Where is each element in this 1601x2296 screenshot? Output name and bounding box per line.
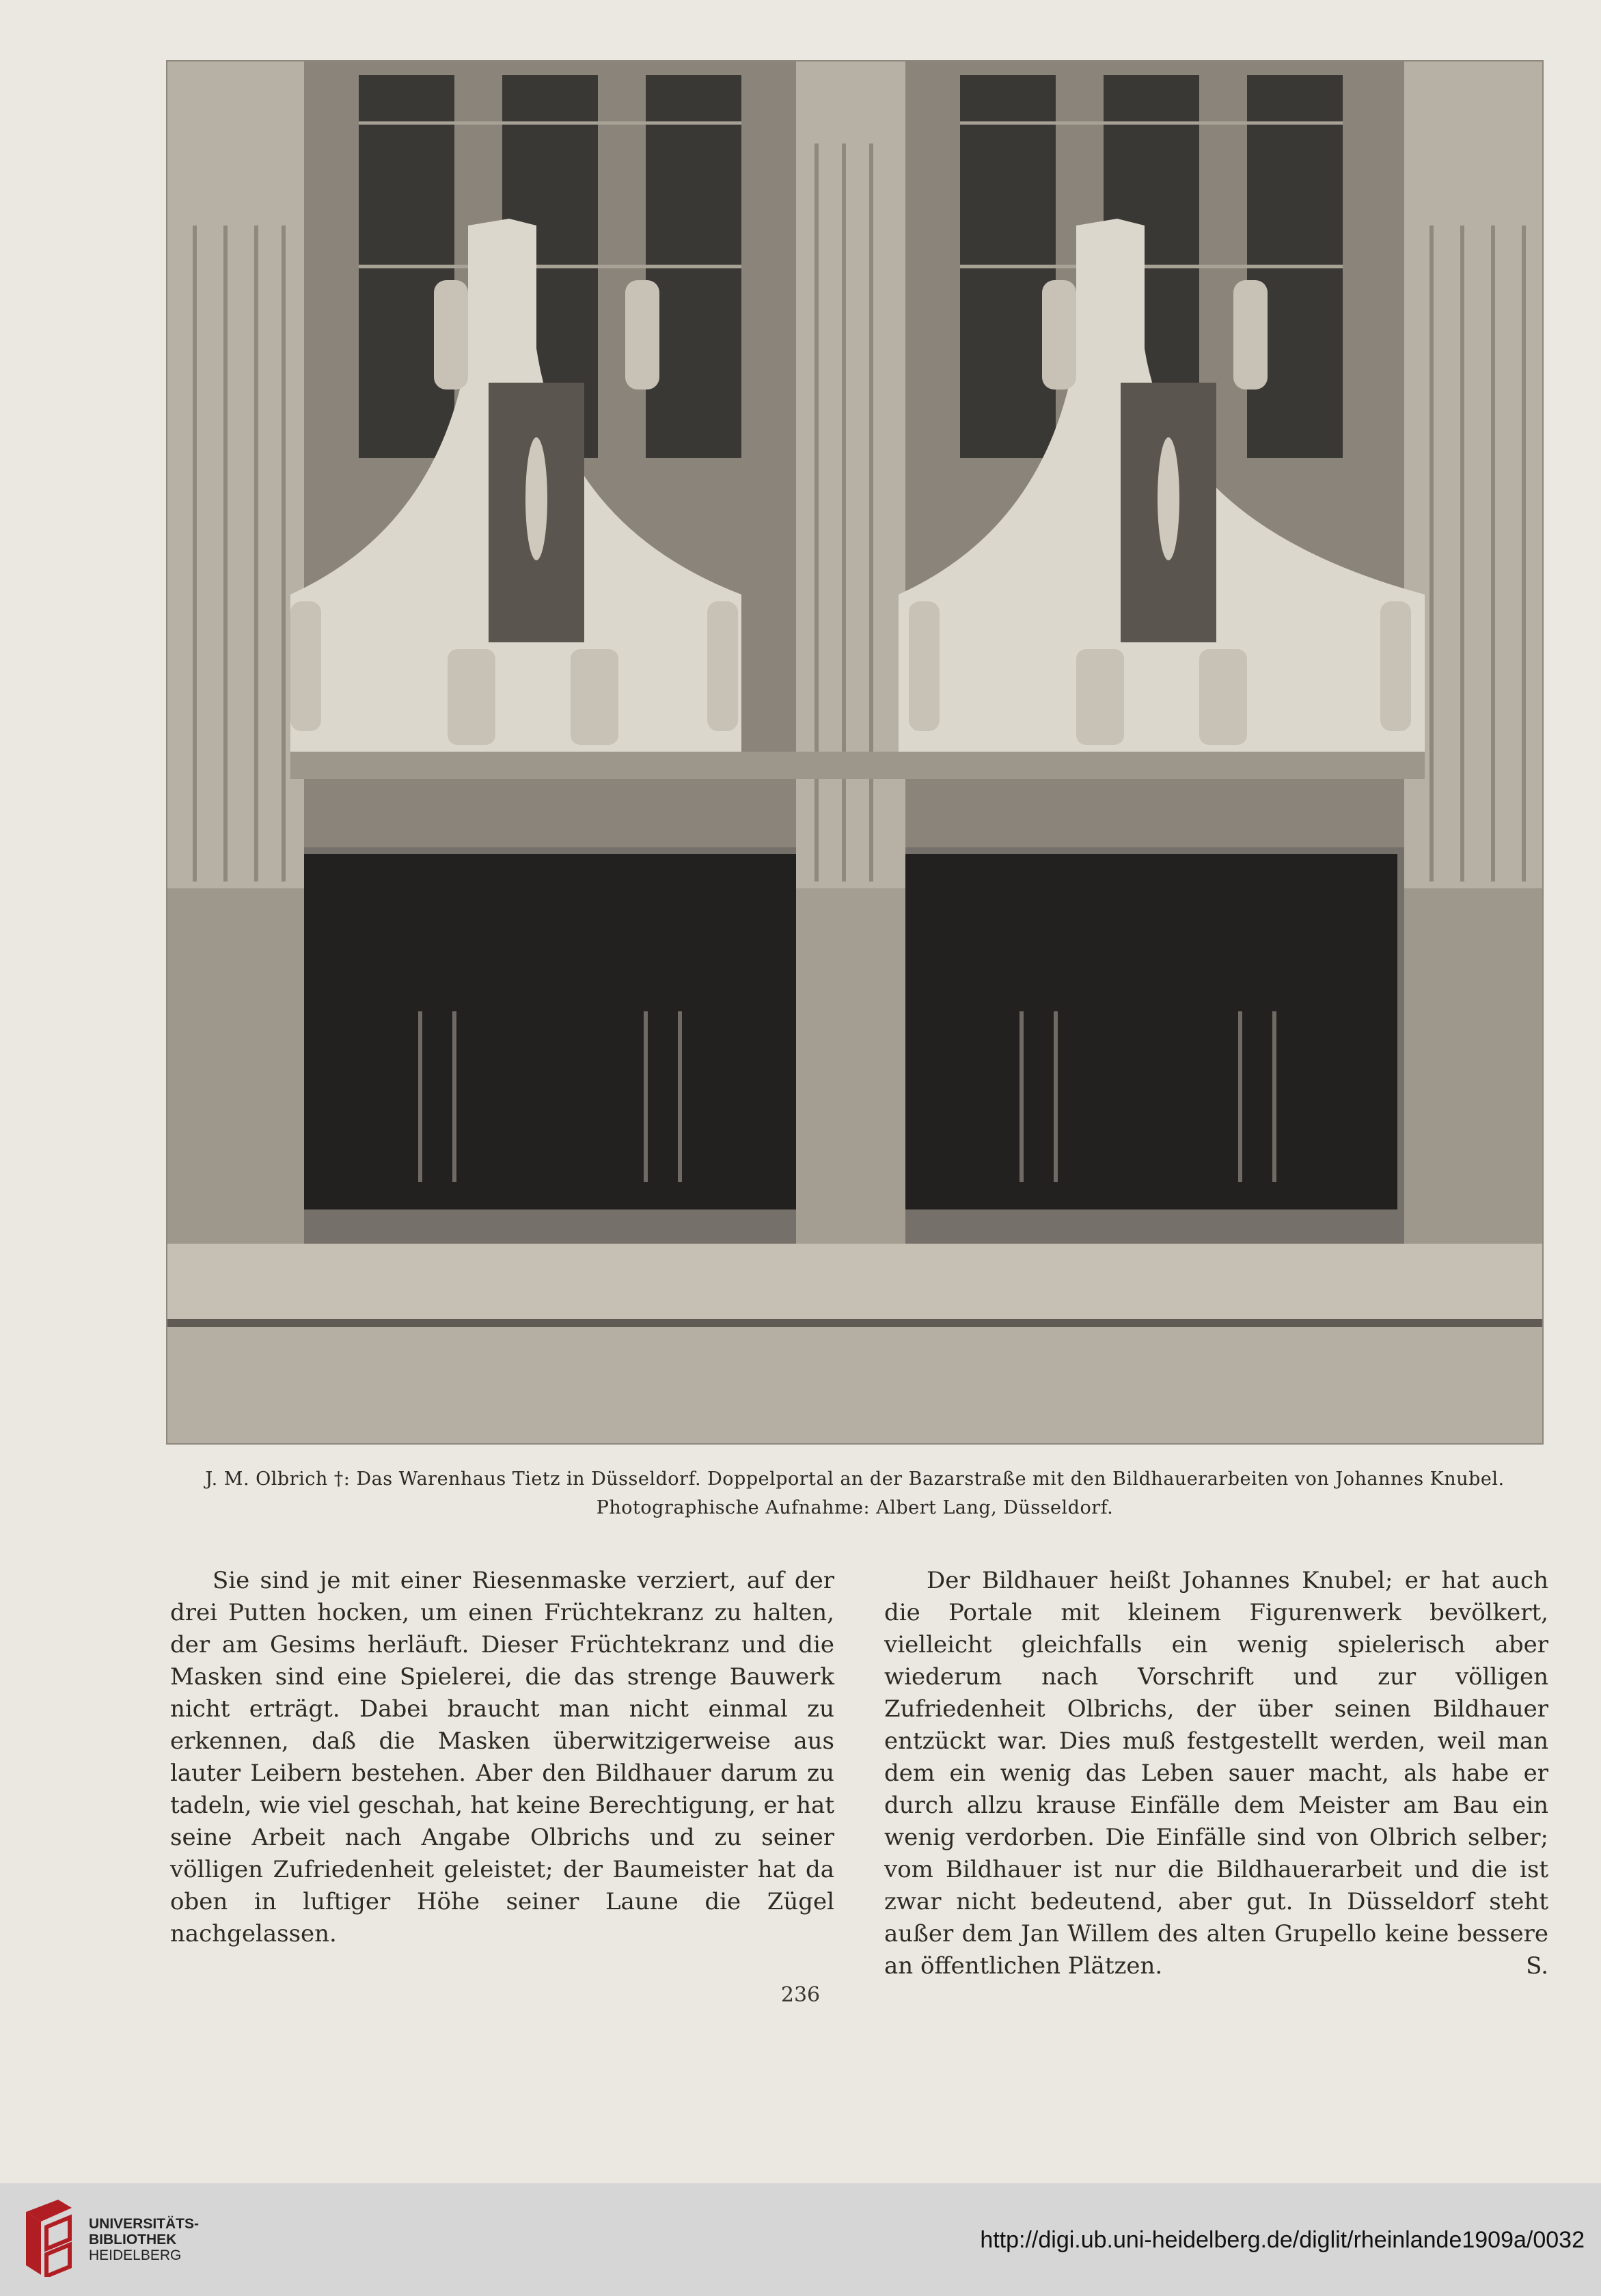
building-photograph	[166, 60, 1544, 1445]
caption-line-2: Photographische Aufnahme: Albert Lang, Düsseldorf.	[596, 1497, 1114, 1518]
library-footer-bar	[0, 2183, 1601, 2296]
library-name-line-2: BIBLIOTHEK	[89, 2232, 177, 2247]
author-signature: S.	[1526, 1952, 1548, 1980]
photo-caption	[166, 1465, 1544, 1522]
library-logo-icon	[20, 2198, 77, 2277]
text-column-right	[884, 1565, 1548, 1982]
page-number: 236	[780, 1983, 821, 2007]
library-name-line-3: HEIDELBERG	[89, 2247, 182, 2263]
right-paragraph	[884, 1565, 1548, 1982]
library-name-line-1: UNIVERSITÄTS-	[89, 2216, 200, 2232]
permalink-url[interactable]: http://digi.ub.uni-heidelberg.de/diglit/rheinlande1909a/0032	[980, 2227, 1585, 2253]
text-column-left	[170, 1565, 834, 1950]
right-paragraph-text: Der Bildhauer heißt Johannes Knubel; er hat auch die Portale mit kleinem Figurenwerk bevölkert, vielleicht gleichfalls ein wenig spielerisch aber wiederum nach Vorschrift und zur völligen Zufriedenheit Olbrichs, der über seinen Bildhauer entzückt war. Dies muß festgestellt werden, weil man dem ein wenig das Leben sauer macht, als habe er durch allzu krause Einfälle dem Meister am Bau ein wenig verdorben. Die Einfälle sind von Olbrich selber; vom Bildhauer ist nur die Bildhauerarbeit und die ist zwar nicht bedeutend, aber gut. In Düsseldorf steht außer dem Jan Willem des alten Grupello keine bessere an öffentlichen Plätzen.	[884, 1567, 1548, 1980]
portal-facade-image	[167, 62, 1542, 1443]
library-name	[89, 2216, 199, 2263]
caption-line-1: J. M. Olbrich †: Das Warenhaus Tietz in Düsseldorf. Doppelportal an der Bazarstraße mit den Bildhauerarbeiten von Johannes Knubel.	[205, 1468, 1505, 1490]
left-paragraph: Sie sind je mit einer Riesenmaske verziert, auf der drei Putten hocken, um einen Früchtekranz zu halten, der am Gesims herläuft. Dieser Früchtekranz und die Masken sind eine Spielerei, die das strenge Bauwerk nicht erträgt. Dabei braucht man nicht einmal zu erkennen, daß die Masken überwitzigerweise aus lauter Leibern bestehen. Aber den Bildhauer darum zu tadeln, wie viel geschah, hat keine Berechtigung, er hat seine Arbeit nach Angabe Olbrichs und zu seiner völligen Zufriedenheit geleistet; der Baumeister hat da oben in luftiger Höhe seiner Laune die Zügel nachgelassen.	[170, 1567, 834, 1948]
